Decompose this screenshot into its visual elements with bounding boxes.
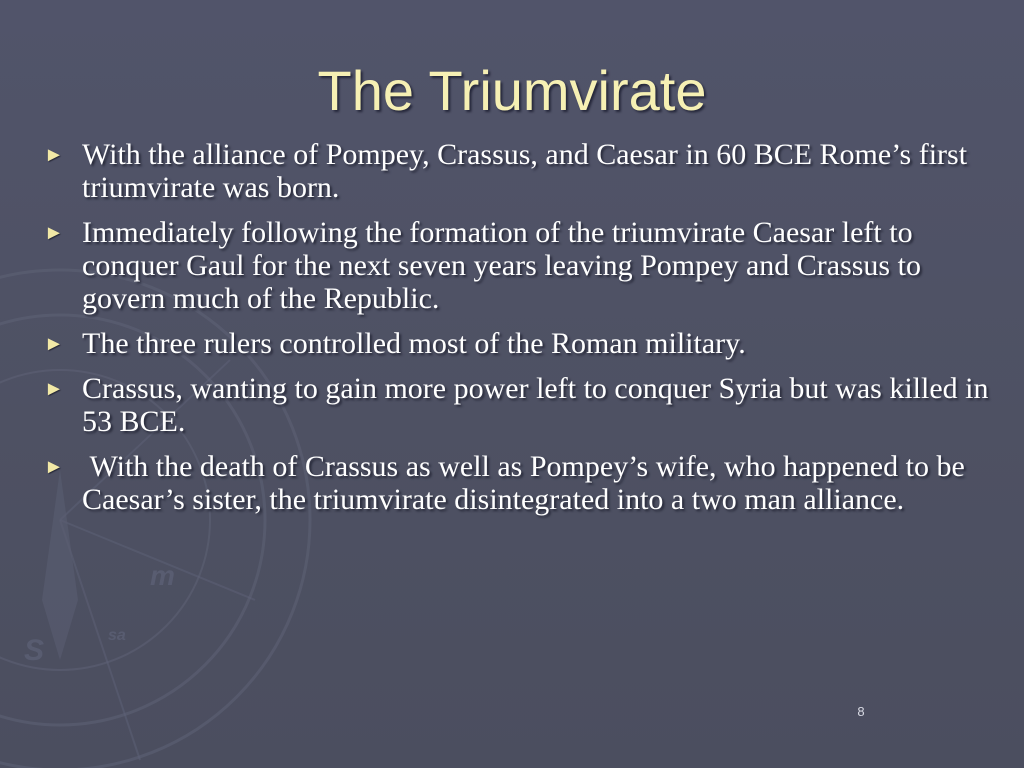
svg-text:m: m: [150, 560, 175, 591]
bullet-item: [44, 216, 994, 315]
triangle-bullet-icon: ►: [44, 144, 64, 166]
bullet-text: Immediately following the formation of the triumvirate Caesar left to conquer Gaul for the next seven years leaving Pompey and Crassus to govern much of the Republic.: [82, 216, 921, 315]
slide-title: The Triumvirate: [317, 59, 707, 122]
bullet-item: [44, 372, 994, 438]
svg-text:S: S: [24, 634, 45, 667]
svg-text:sa: sa: [108, 627, 126, 644]
bullet-item: [44, 327, 994, 360]
bullet-item: [44, 138, 994, 204]
bullet-text: With the death of Crassus as well as Pompey’s wife, who happened to be Caesar’s sister, the triumvirate disintegrated into a two man alliance.: [82, 450, 973, 516]
triangle-bullet-icon: ►: [44, 456, 64, 478]
bullet-list: [44, 138, 994, 528]
bullet-text: Crassus, wanting to gain more power left to conquer Syria but was killed in 53 BCE.: [82, 372, 989, 438]
triangle-bullet-icon: ►: [44, 222, 64, 244]
page-number: 8: [857, 704, 865, 719]
bullet-text: The three rulers controlled most of the Roman military.: [82, 327, 746, 360]
bullet-text: With the alliance of Pompey, Crassus, and Caesar in 60 BCE Rome’s first triumvirate was born.: [82, 138, 968, 204]
triangle-bullet-icon: ►: [44, 378, 64, 400]
bullet-item: [44, 450, 994, 516]
triangle-bullet-icon: ►: [44, 333, 64, 355]
